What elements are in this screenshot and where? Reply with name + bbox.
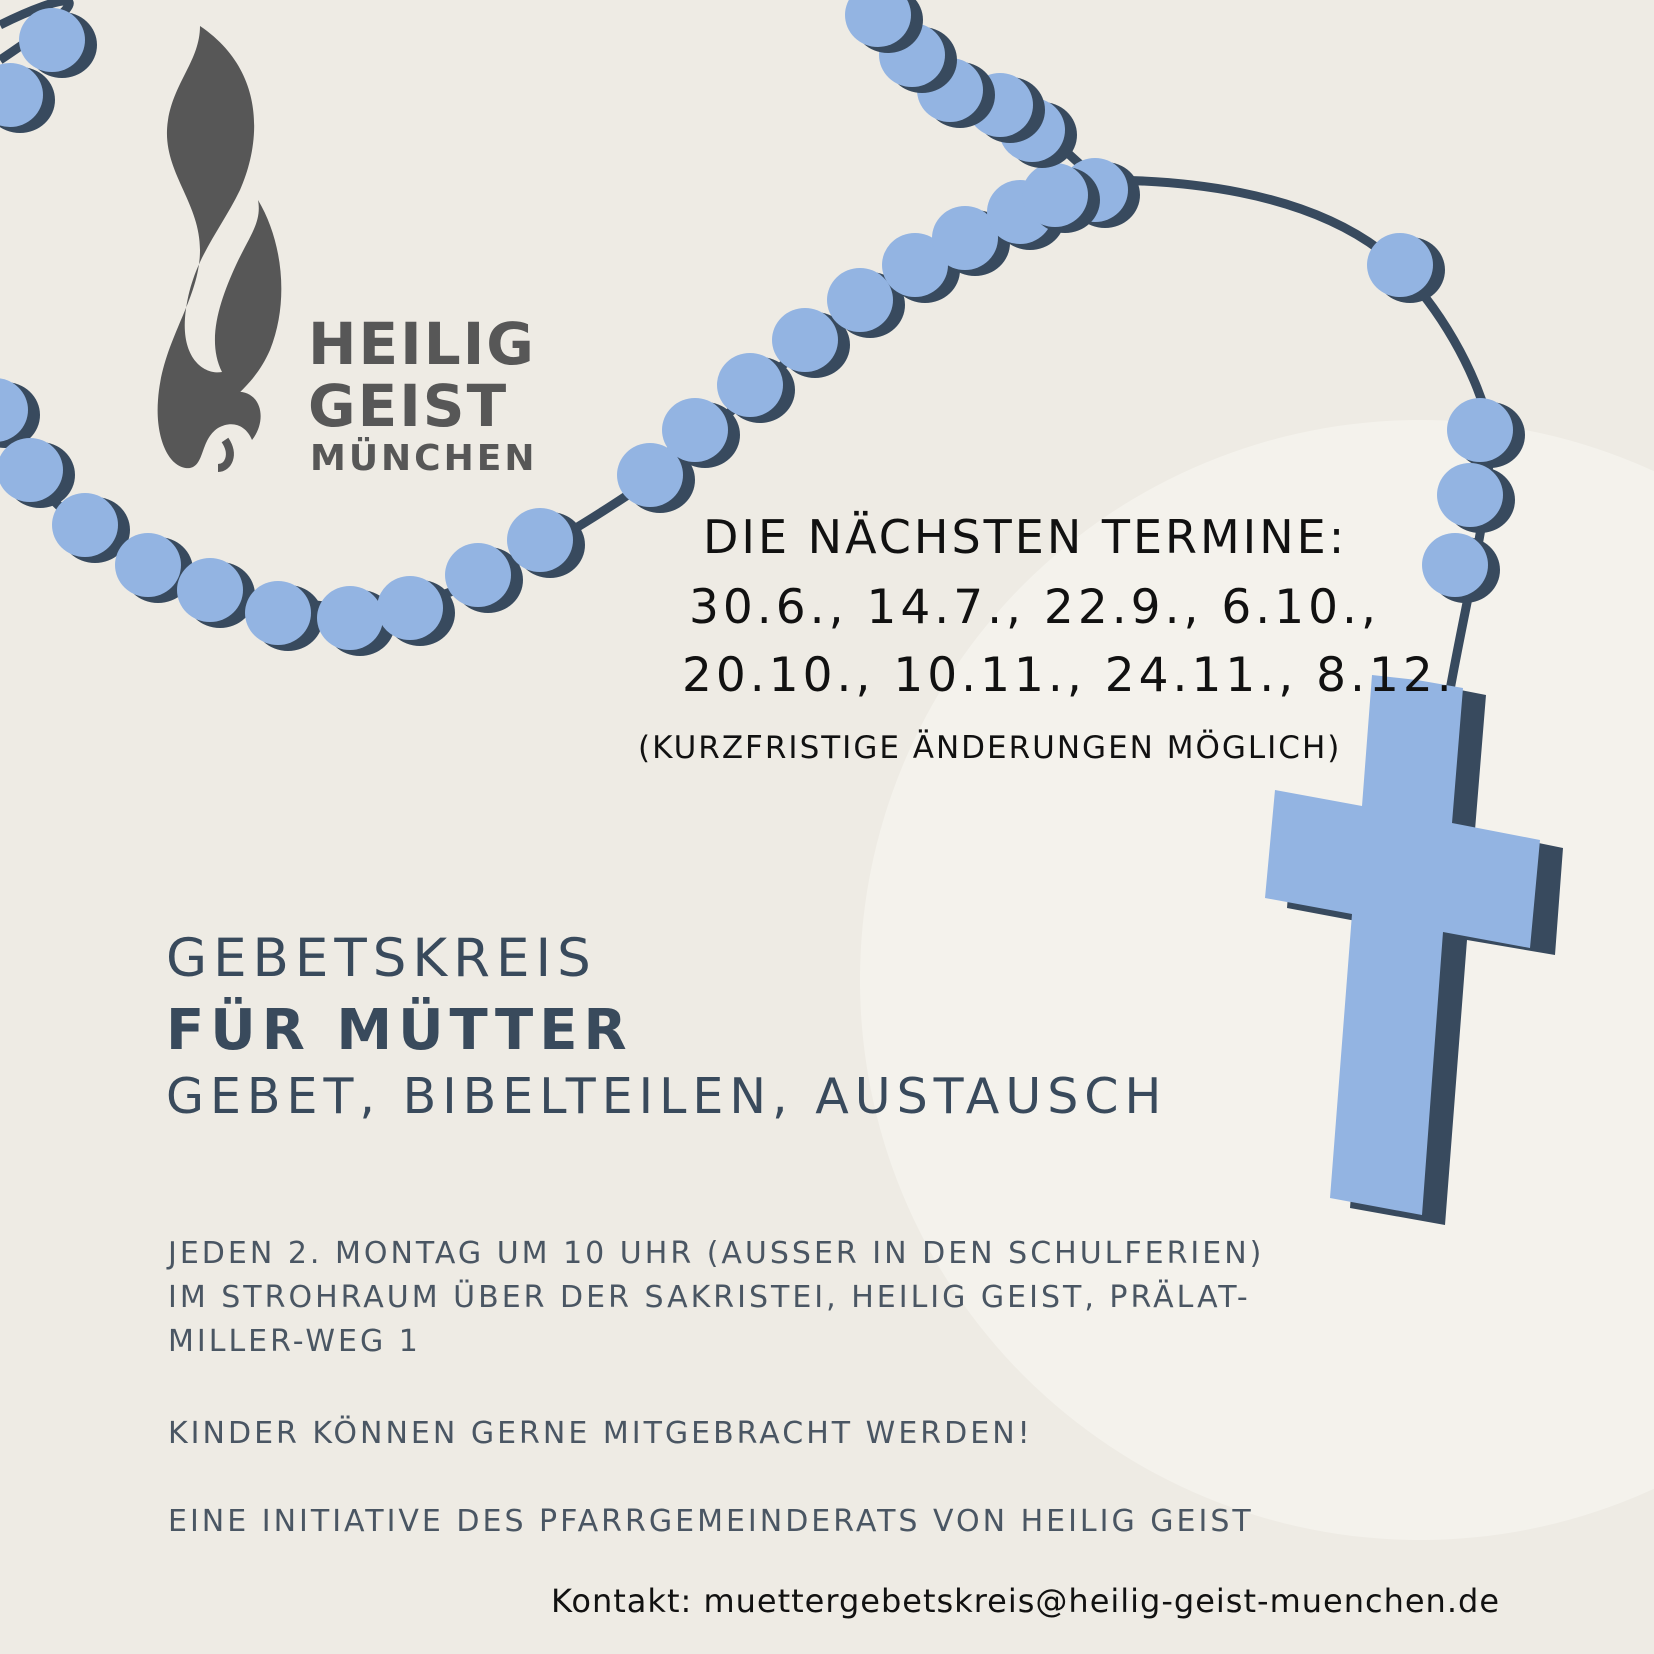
bead: [1367, 233, 1433, 297]
page-subtitle: FÜR MÜTTER: [166, 998, 633, 1063]
bead: [177, 558, 243, 622]
flame-icon: [158, 26, 282, 468]
bead: [827, 268, 893, 332]
dates-heading: DIE NÄCHSTEN TERMINE:: [703, 510, 1348, 564]
bead: [1437, 463, 1503, 527]
schedule-text: JEDEN 2. MONTAG UM 10 UHR (AUSSER IN DEN SCHULFERIEN) IM STROHRAUM ÜBER DER SAKRISTEI, HEILIG GEIST, PRÄLAT-MILLER-WEG 1: [168, 1236, 1265, 1359]
bead: [1422, 533, 1488, 597]
bead: [115, 533, 181, 597]
dates-line-2: 20.10., 10.11., 24.11., 8.12.: [682, 648, 1456, 703]
logo-text-line1: HEILIG: [308, 310, 536, 378]
logo-text-line2: GEIST: [308, 372, 509, 440]
bead: [507, 508, 573, 572]
page-title: GEBETSKREIS: [166, 928, 597, 989]
bead: [377, 576, 443, 640]
page-tagline: GEBET, BIBELTEILEN, AUSTAUSCH: [166, 1068, 1168, 1125]
contact-email-link[interactable]: Kontakt: muettergebetskreis@heilig-geist-muenchen.de: [551, 1582, 1500, 1620]
bead: [52, 493, 118, 557]
logo-text-line3: MÜNCHEN: [310, 438, 538, 479]
bead: [662, 398, 728, 462]
dates-line-1: 30.6., 14.7., 22.9., 6.10.,: [689, 580, 1380, 635]
initiative-text: EINE INITIATIVE DES PFARRGEMEINDERATS VON HEILIG GEIST: [168, 1504, 1254, 1539]
bead: [772, 308, 838, 372]
bead: [245, 581, 311, 645]
children-text: KINDER KÖNNEN GERNE MITGEBRACHT WERDEN!: [168, 1416, 1033, 1451]
bead: [317, 586, 383, 650]
bead: [1022, 163, 1088, 227]
bead: [0, 438, 63, 502]
bead: [1447, 398, 1513, 462]
bead: [19, 8, 85, 72]
bead: [717, 353, 783, 417]
dates-note: (KURZFRISTIGE ÄNDERUNGEN MÖGLICH): [638, 730, 1342, 766]
bead: [445, 543, 511, 607]
